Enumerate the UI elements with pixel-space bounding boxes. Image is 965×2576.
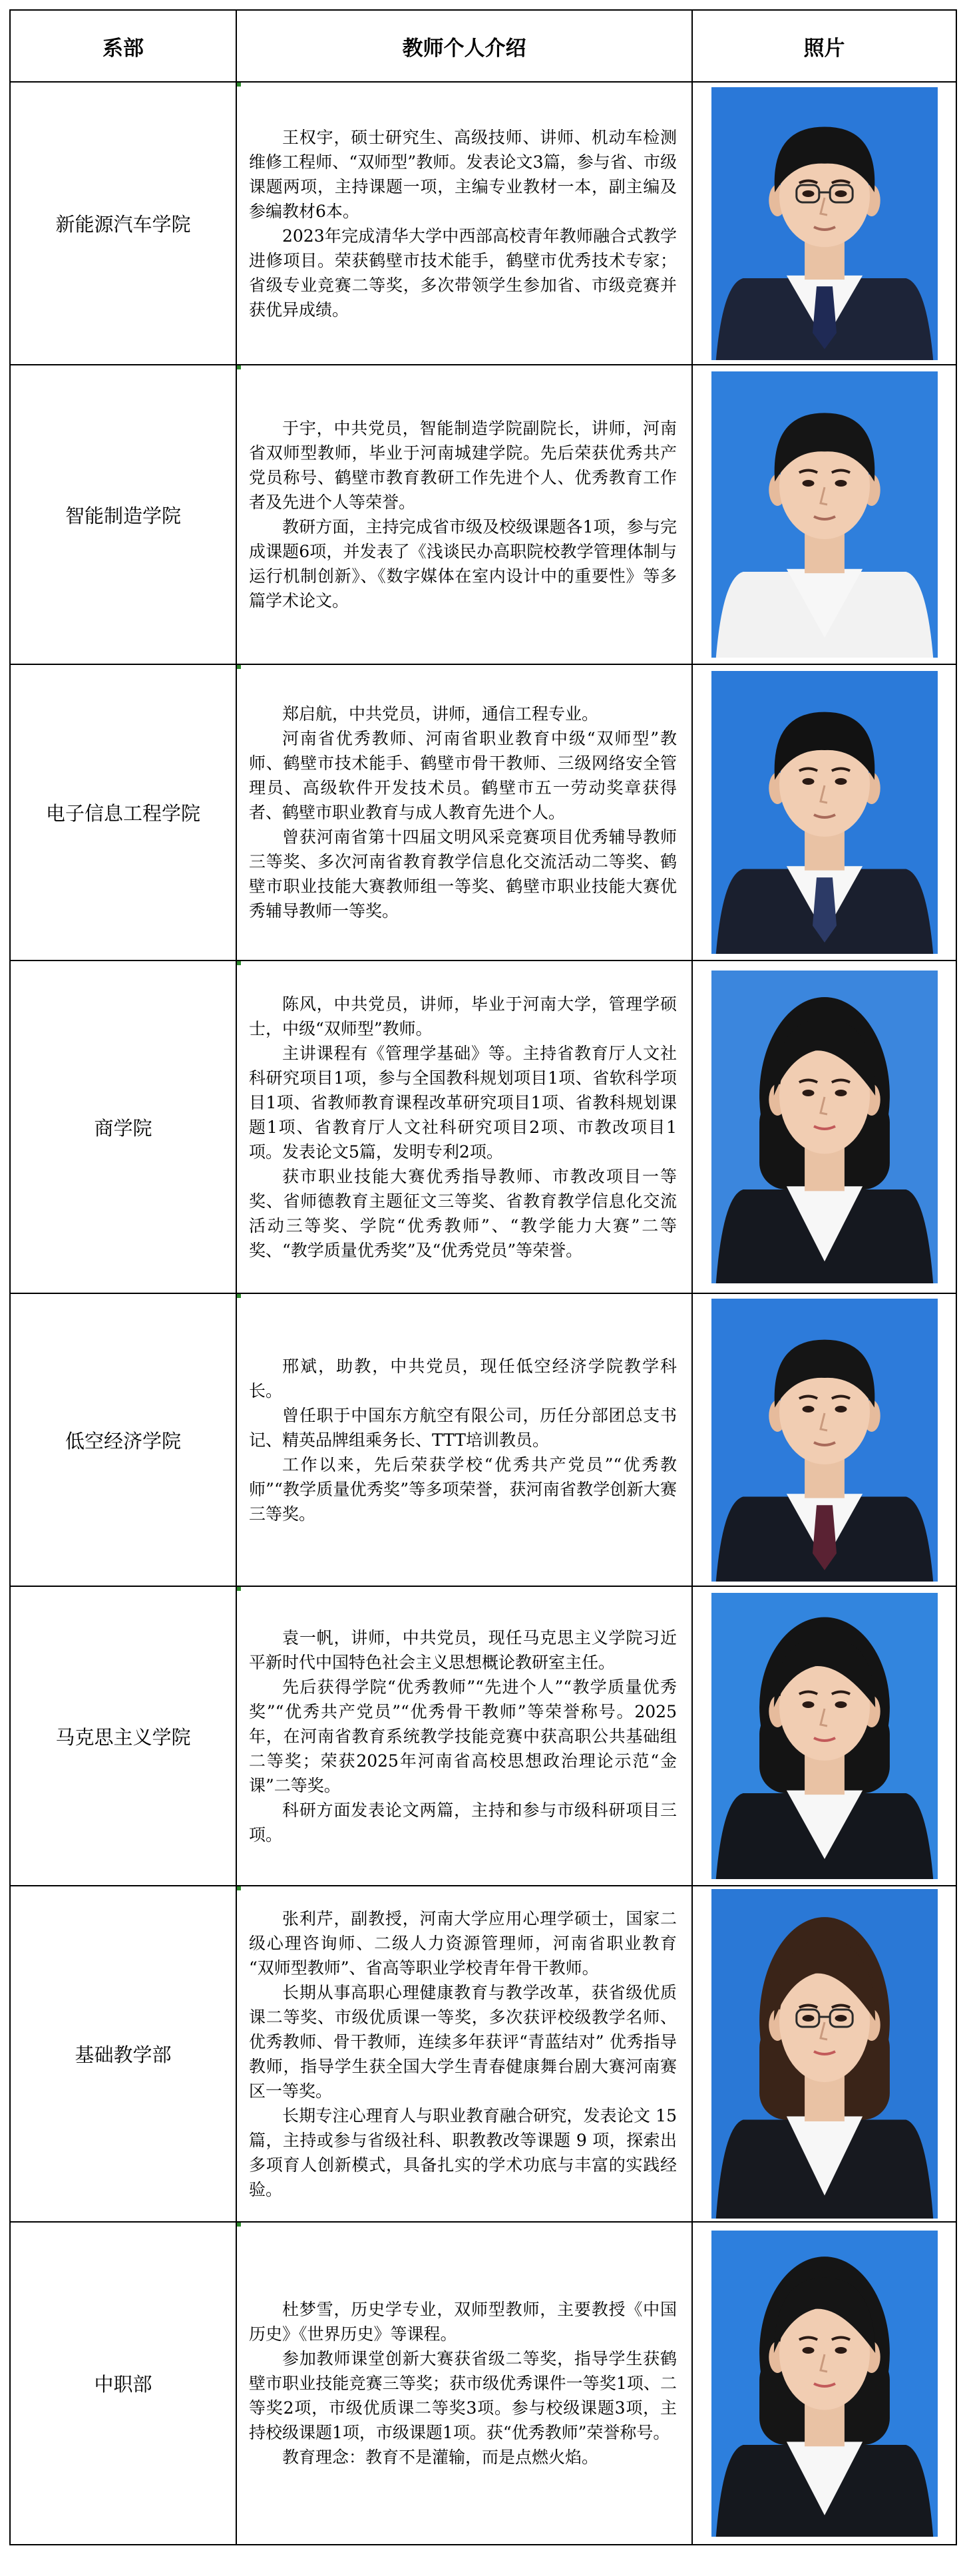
table-row — [10, 664, 956, 961]
department-name: 马克思主义学院 — [10, 1586, 236, 1886]
table-row — [10, 961, 956, 1293]
table-row — [10, 1886, 956, 2222]
portrait-male-shirt-icon — [711, 371, 938, 658]
table-row — [10, 1293, 956, 1586]
teacher-intro — [236, 365, 692, 664]
intro-paragraph: 河南省优秀教师、河南省职业教育中级“双师型”教师、鹤壁市技术能手、鹤壁市骨干教师、三级网络安全管理员、高级软件开发技术员。鹤壁市五一劳动奖章获得者、鹤壁市职业教育与成人教育先进个人。 — [249, 729, 677, 822]
photo-cell — [692, 1586, 956, 1886]
intro-paragraph: 陈风，中共党员，讲师，毕业于河南大学，管理学硕士，中级“双师型”教师。 — [249, 994, 677, 1038]
photo-cell — [692, 961, 956, 1293]
header-intro: 教师个人介绍 — [236, 10, 692, 82]
intro-paragraph: 杜梦雪，历史学专业，双师型教师，主要教授《中国历史》《世界历史》等课程。 — [249, 2300, 677, 2344]
department-name: 基础教学部 — [10, 1886, 236, 2222]
table-row — [10, 82, 956, 365]
intro-paragraph: 长期专注心理育人与职业教育融合研究，发表论文 15 篇，主持或参与省级社科、职教教改等课题 9 项，探索出多项育人创新模式，具备扎实的学术功底与丰富的实践经验。 — [249, 2105, 677, 2199]
header-dept: 系部 — [10, 10, 236, 82]
teacher-intro — [236, 1586, 692, 1886]
header-photo: 照片 — [692, 10, 956, 82]
department-name: 电子信息工程学院 — [10, 664, 236, 961]
intro-paragraph: 邢斌，助教，中共党员，现任低空经济学院教学科长。 — [249, 1356, 677, 1400]
intro-paragraph: 于宇，中共党员，智能制造学院副院长，讲师，河南省双师型教师，毕业于河南城建学院。先后荣获优秀共产党员称号、鹤壁市教育教研工作先进个人、优秀教育工作者及先进个人等荣誉。 — [249, 419, 677, 512]
teacher-intro — [236, 2222, 692, 2545]
portrait-female-glasses-icon — [711, 1889, 938, 2219]
intro-paragraph: 王权宇，硕士研究生、高级技师、讲师、机动车检测维修工程师、“双师型”教师。发表论文3篇，参与省、市级课题两项，主持课题一项，主编专业教材一本，副主编及参编教材6本。 — [249, 127, 677, 221]
intro-paragraph: 张利芹，副教授，河南大学应用心理学硕士，国家二级心理咨询师、二级人力资源管理师，河南省职业教育 “双师型教师”、省高等职业学校青年骨干教师。 — [249, 1908, 677, 1978]
portrait-male-suit-icon — [711, 671, 938, 954]
department-name: 中职部 — [10, 2222, 236, 2545]
intro-paragraph: 先后获得学院“优秀教师”“先进个人”“教学质量优秀奖”“优秀共产党员”“优秀骨干教师”等荣誉称号。2025年，在河南省教育系统教学技能竞赛中获高职公共基础组二等奖；荣获2025年河南省高校思想政治理论示范“金课”二等奖。 — [249, 1677, 677, 1795]
intro-paragraph: 长期从事高职心理健康教育与教学改革，获省级优质课二等奖、市级优质课一等奖，多次获评校级教学名师、优秀教师、骨干教师，连续多年获评“青蓝结对” 优秀指导教师，指导学生获全国大学生青春健康舞台剧大赛河南赛区一等奖。 — [249, 1982, 677, 2101]
intro-paragraph: 教研方面，主持完成省市级及校级课题各1项，参与完成课题6项，并发表了《浅谈民办高职院校教学管理体制与运行机制创新》、《数字媒体在室内设计中的重要性》等多篇学术论文。 — [249, 517, 677, 610]
photo-cell — [692, 1886, 956, 2222]
photo-cell — [692, 2222, 956, 2545]
portrait-male-glasses-icon — [711, 87, 938, 360]
portrait-male-suit-icon — [711, 1299, 938, 1582]
teacher-intro — [236, 1886, 692, 2222]
department-name: 低空经济学院 — [10, 1293, 236, 1586]
table-row — [10, 365, 956, 664]
table-row — [10, 2222, 956, 2545]
department-name: 商学院 — [10, 961, 236, 1293]
table-header-row — [10, 10, 956, 82]
intro-paragraph: 郑启航，中共党员，讲师，通信工程专业。 — [282, 704, 599, 724]
department-name: 新能源汽车学院 — [10, 82, 236, 365]
intro-paragraph: 主讲课程有《管理学基础》等。主持省教育厅人文社科研究项目1项，参与全国教科规划项目1项、省软科学项目1项、省教师教育课程改革研究项目1项、省教科规划课题1项、省教育厅人文社科研究项目2项、市教改项目1项。发表论文5篇，发明专利2项。 — [249, 1043, 677, 1162]
faculty-table — [9, 9, 957, 2545]
portrait-female-suit-icon — [711, 970, 938, 1283]
teacher-intro — [236, 82, 692, 365]
intro-paragraph: 曾任职于中国东方航空有限公司，历任分部团总支书记、精英品牌组乘务长、TTT培训教员。 — [249, 1405, 677, 1450]
photo-cell — [692, 664, 956, 961]
intro-paragraph: 教育理念：教育不是灌输，而是点燃火焰。 — [282, 2448, 599, 2467]
intro-paragraph: 2023年完成清华大学中西部高校青年教师融合式教学进修项目。荣获鹤壁市技术能手，鹤壁市优秀技术专家；省级专业竞赛二等奖，多次带领学生参加省、市级竞赛并获优异成绩。 — [249, 226, 677, 320]
intro-paragraph: 袁一帆，讲师，中共党员，现任马克思主义学院习近平新时代中国特色社会主义思想概论教研室主任。 — [249, 1627, 677, 1672]
teacher-intro — [236, 961, 692, 1293]
department-name: 智能制造学院 — [10, 365, 236, 664]
intro-paragraph: 工作以来，先后荣获学校“优秀共产党员”“优秀教师”“教学质量优秀奖”等多项荣誉，获河南省教学创新大赛三等奖。 — [249, 1454, 677, 1524]
table-row — [10, 1586, 956, 1886]
teacher-intro — [236, 664, 692, 961]
portrait-female-suit-icon — [711, 2231, 938, 2537]
intro-paragraph: 获市职业技能大赛优秀指导教师、市教改项目一等奖、省师德教育主题征文三等奖、省教育教学信息化交流活动三等奖、学院“优秀教师”、“教学能力大赛”二等奖、“教学质量优秀奖”及“优秀党员”等荣誉。 — [249, 1166, 677, 1260]
photo-cell — [692, 82, 956, 365]
intro-paragraph: 曾获河南省第十四届文明风采竞赛项目优秀辅导教师三等奖、多次河南省教育教学信息化交流活动二等奖、鹤壁市职业技能大赛教师组一等奖、鹤壁市职业技能大赛优秀辅导教师一等奖。 — [249, 827, 677, 921]
teacher-intro — [236, 1293, 692, 1586]
photo-cell — [692, 1293, 956, 1586]
portrait-female-suit-icon — [711, 1593, 938, 1879]
intro-paragraph: 科研方面发表论文两篇，主持和参与市级科研项目三项。 — [249, 1800, 677, 1844]
intro-paragraph: 参加教师课堂创新大赛获省级二等奖，指导学生获鹤壁市职业技能竞赛三等奖；获市级优秀课件一等奖1项、二等奖2项，市级优质课二等奖3项。参与校级课题3项，主持校级课题1项，市级课题1项。获“优秀教师”荣誉称号。 — [249, 2349, 677, 2442]
photo-cell — [692, 365, 956, 664]
